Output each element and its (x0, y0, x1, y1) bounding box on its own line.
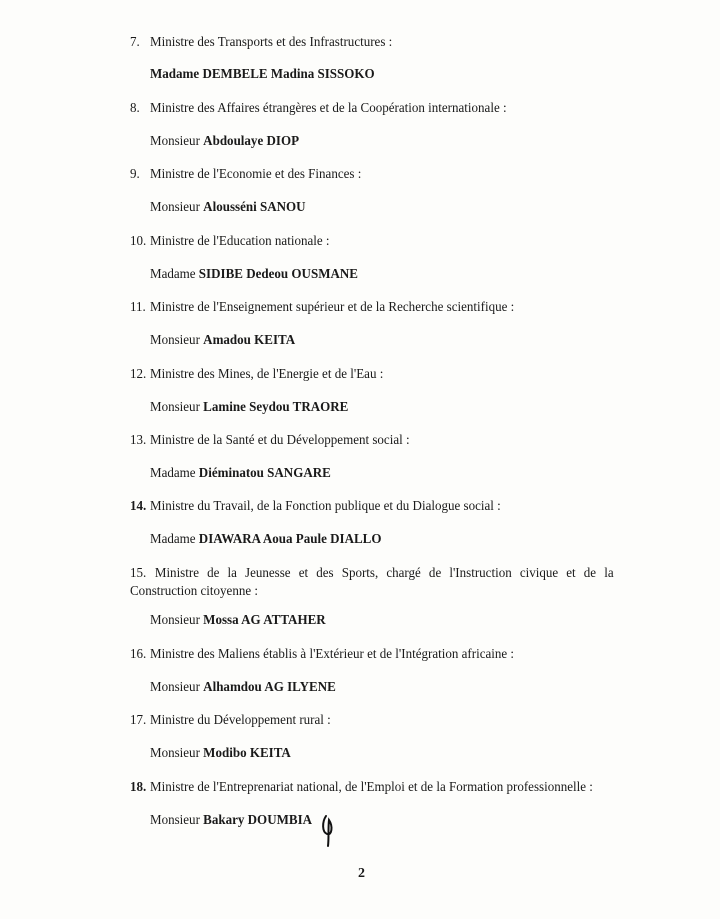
minister-title (130, 233, 595, 251)
minister-title (130, 299, 595, 317)
entry-number: 12. (130, 367, 147, 382)
minister-name-line (150, 133, 299, 151)
entry-number: 7. (130, 35, 140, 50)
civility: Madame (150, 532, 196, 547)
minister-title (130, 779, 595, 797)
minister-title (130, 432, 595, 450)
entry-number: 8. (130, 101, 140, 116)
civility: Monsieur (150, 400, 200, 415)
initials-signature (320, 812, 336, 848)
minister-title (130, 565, 614, 601)
ministry-title: Ministre des Maliens établis à l'Extérieur et de l'Intégration africaine : (149, 647, 515, 662)
entry-number: 11. (130, 300, 146, 315)
minister-title (130, 166, 595, 184)
minister-name-line (150, 679, 336, 697)
minister-name: Alousséni SANOU (203, 200, 306, 215)
page-number: 2 (358, 866, 365, 881)
ministry-title: Ministre des Transports et des Infrastructures : (149, 35, 393, 50)
entry-number: 16. (130, 647, 147, 662)
minister-name-line (150, 812, 312, 830)
ministry-title: Ministre des Mines, de l'Energie et de l'Eau : (149, 367, 384, 382)
entry-number: 9. (130, 167, 140, 182)
entry-number: 17. (130, 713, 147, 728)
minister-name-line (150, 612, 326, 630)
minister-name-line (150, 745, 291, 763)
civility: Madame (150, 466, 196, 481)
civility: Monsieur (150, 813, 200, 828)
minister-name: DIAWARA Aoua Paule DIALLO (198, 532, 382, 547)
ministry-title: Ministre du Développement rural : (149, 713, 331, 728)
entry-number: 13. (130, 433, 147, 448)
minister-name: Diéminatou SANGARE (198, 466, 331, 481)
minister-name: Amadou KEITA (203, 333, 296, 348)
ministry-title: Ministre de l'Education nationale : (149, 234, 330, 249)
minister-title (130, 366, 595, 384)
minister-name-line (150, 199, 306, 217)
minister-name-line (150, 266, 358, 284)
minister-name: Mossa AG ATTAHER (203, 613, 326, 628)
minister-name: Modibo KEITA (203, 746, 291, 761)
entry-number: 18. (130, 780, 147, 795)
ministry-title: Ministre des Affaires étrangères et de la Coopération internationale : (149, 101, 507, 116)
ministry-title: Ministre de l'Economie et des Finances : (149, 167, 362, 182)
minister-name: DEMBELE Madina SISSOKO (202, 67, 375, 82)
minister-name: Bakary DOUMBIA (203, 813, 313, 828)
minister-title (130, 34, 595, 52)
minister-name: Alhamdou AG ILYENE (203, 680, 336, 695)
minister-name-line (150, 332, 295, 350)
minister-name: Lamine Seydou TRAORE (203, 400, 349, 415)
civility: Monsieur (150, 613, 200, 628)
entry-number: 14. (130, 499, 147, 514)
ministry-title: Ministre de la Jeunesse et des Sports, chargé de l'Instruction civique et de la Construction citoyenne : (130, 566, 614, 599)
ministry-title: Ministre de la Santé et du Développement social : (149, 433, 410, 448)
minister-name: Abdoulaye DIOP (203, 134, 300, 149)
minister-title (130, 712, 595, 730)
minister-name-line (150, 531, 381, 549)
entry-number: 10. (130, 234, 147, 249)
civility: Monsieur (150, 746, 200, 761)
entry-number: 15. (130, 566, 147, 581)
civility: Monsieur (150, 200, 200, 215)
ministry-title: Ministre de l'Entreprenariat national, de l'Emploi et de la Formation professionnelle : (149, 780, 593, 795)
minister-title (130, 646, 595, 664)
minister-name-line (150, 399, 348, 417)
minister-name-line (150, 465, 331, 483)
civility: Monsieur (150, 333, 200, 348)
ministry-title: Ministre de l'Enseignement supérieur et de la Recherche scientifique : (149, 300, 515, 315)
civility: Madame (150, 67, 200, 82)
civility: Monsieur (150, 680, 200, 695)
minister-title (130, 498, 595, 516)
civility: Monsieur (150, 134, 200, 149)
ministry-title: Ministre du Travail, de la Fonction publique et du Dialogue social : (149, 499, 501, 514)
minister-name: SIDIBE Dedeou OUSMANE (198, 267, 358, 282)
civility: Madame (150, 267, 196, 282)
minister-title (130, 100, 595, 118)
minister-name-line (150, 66, 375, 84)
